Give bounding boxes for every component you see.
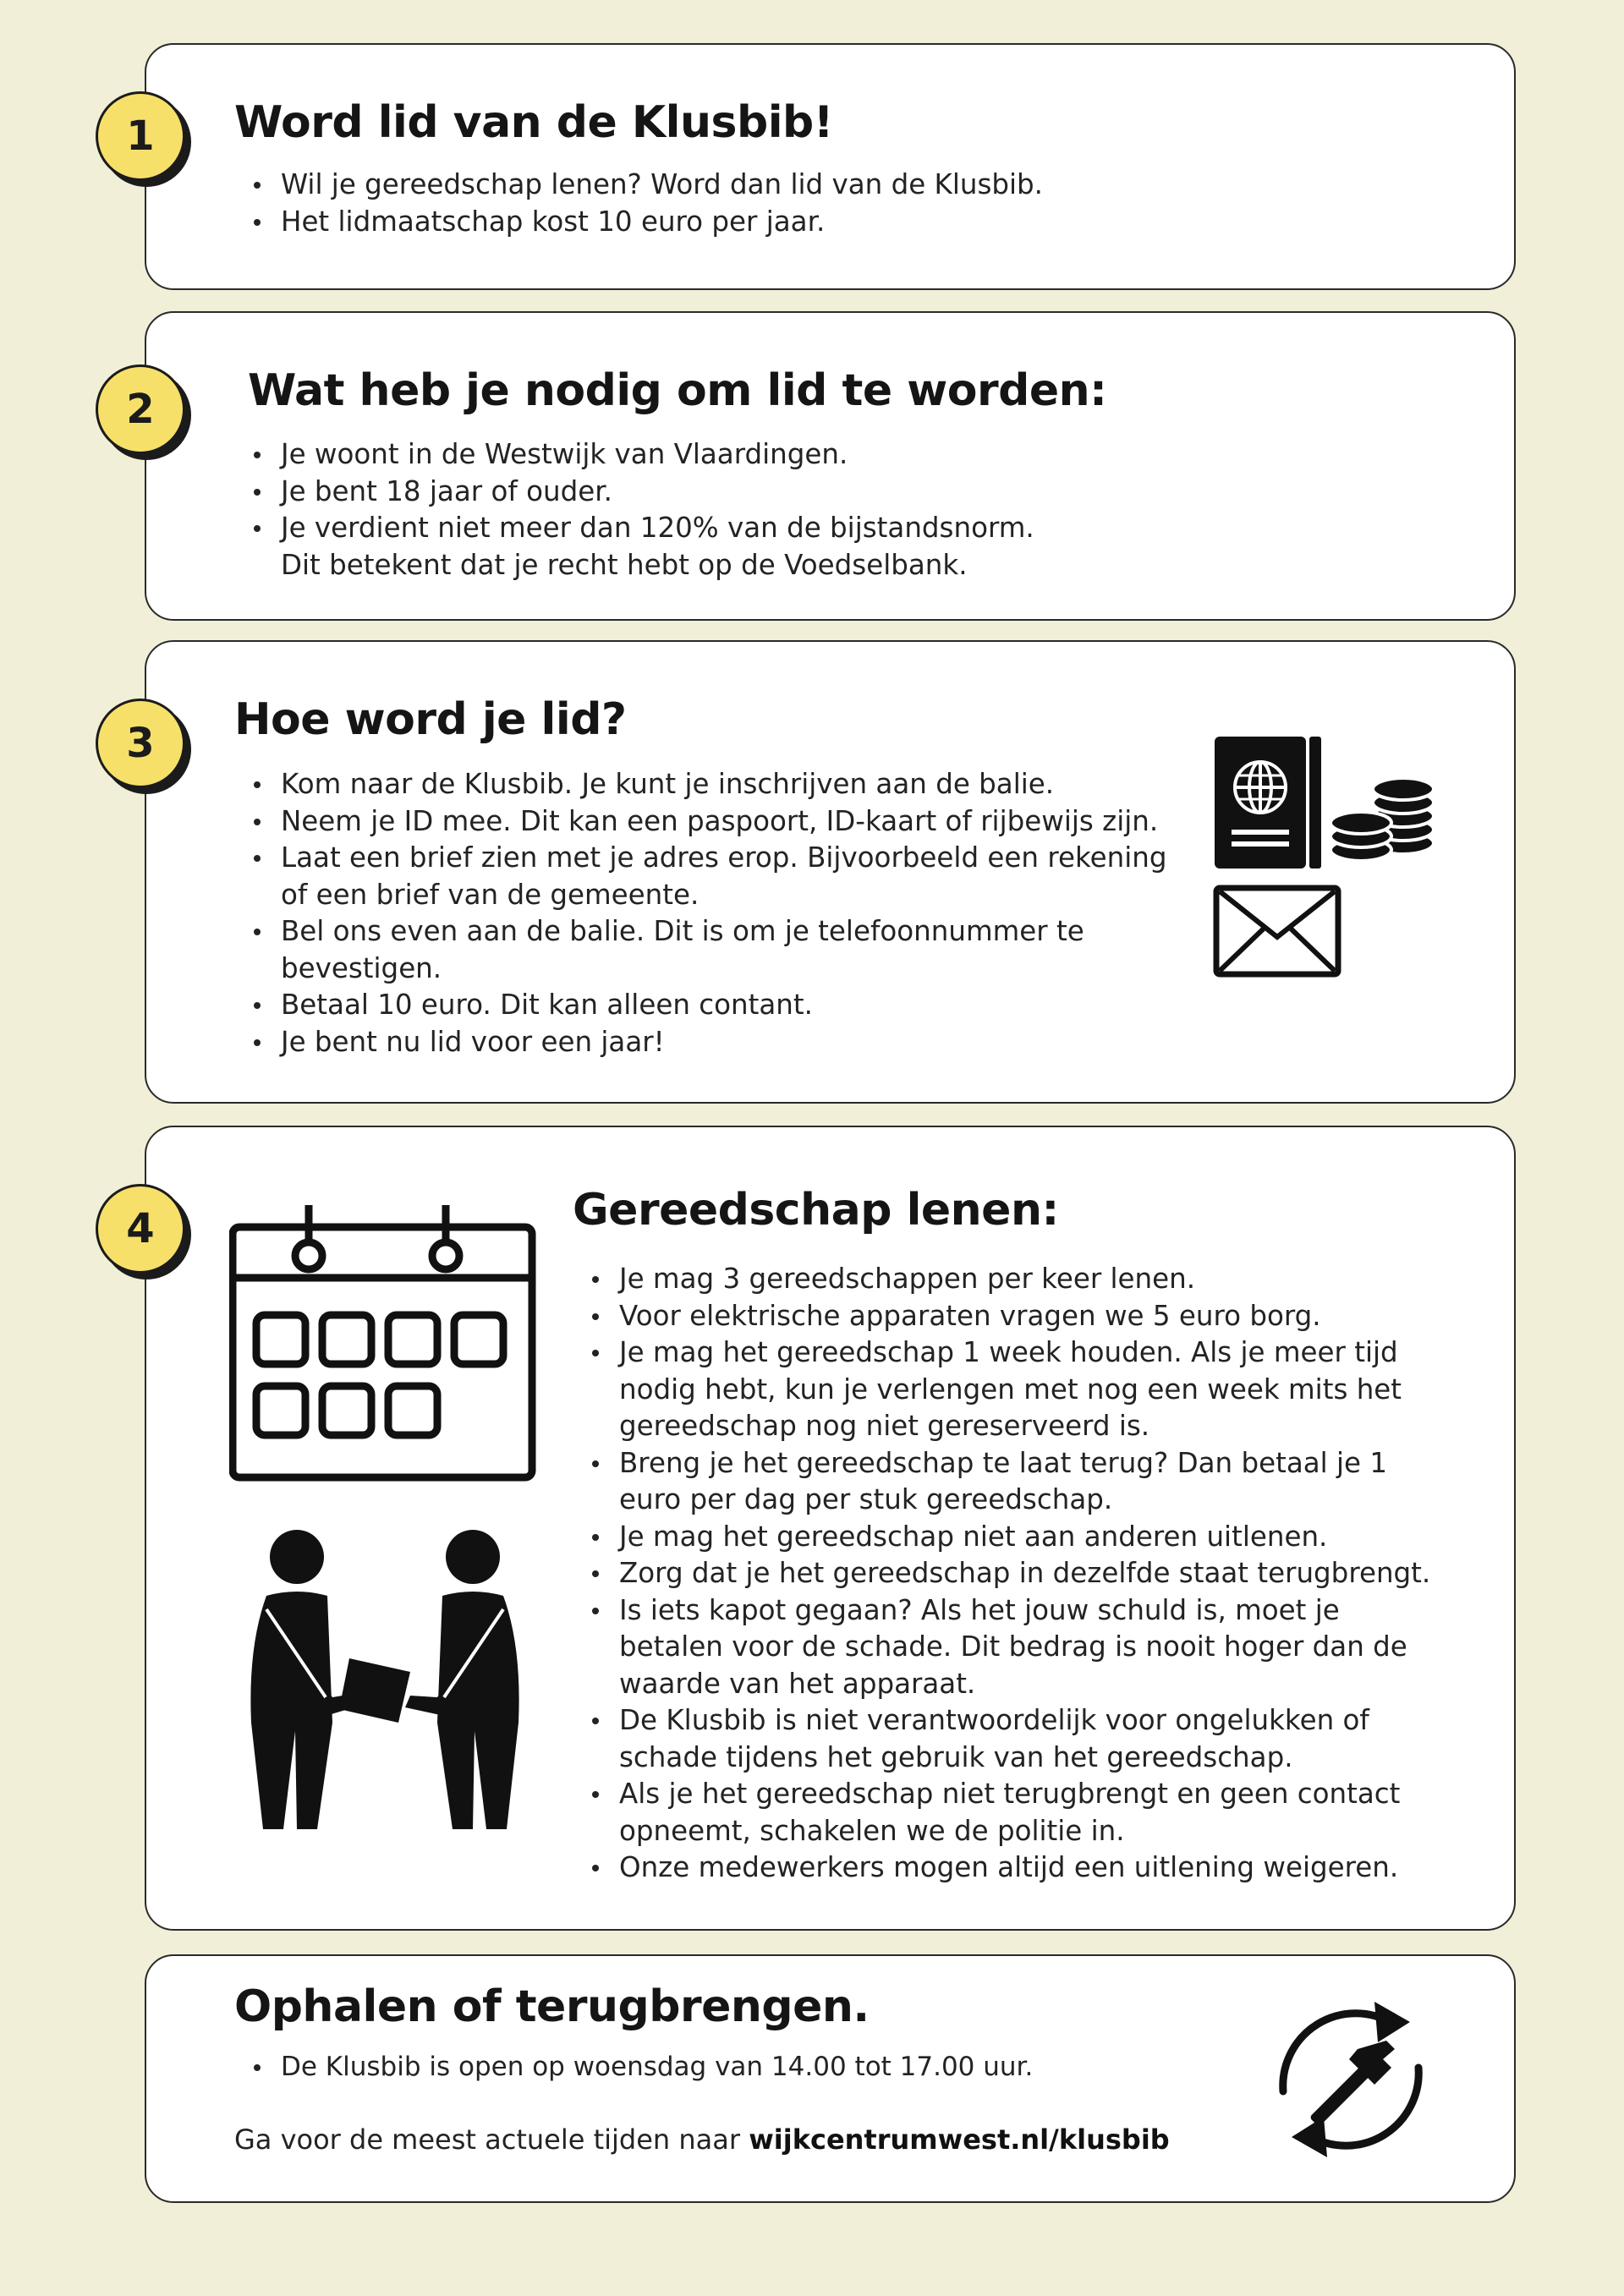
list-item: Neem je ID mee. Dit kan een paspoort, ID-kaart of rijbewijs zijn. bbox=[234, 803, 1167, 841]
list-item-continuation: betalen voor de schade. Dit bedrag is nooit hoger dan de bbox=[619, 1630, 1407, 1663]
list-item-continuation: opneemt, schakelen we de politie in. bbox=[619, 1814, 1125, 1847]
section-card-requirements bbox=[145, 311, 1516, 621]
passport-icon bbox=[1213, 735, 1323, 870]
list-item: Laat een brief zien met je adres erop. Bijvoorbeeld een rekening bbox=[234, 840, 1167, 877]
list-item: Bel ons even aan de balie. Dit is om je telefoonnummer te bbox=[234, 913, 1167, 951]
list-item: Je verdient niet meer dan 120% van de bijstandsnorm. bbox=[234, 510, 1034, 547]
list-item: Je mag 3 gereedschappen per keer lenen. bbox=[573, 1261, 1430, 1298]
list-item: Zorg dat je het gereedschap in dezelfde staat terugbrengt. bbox=[573, 1555, 1430, 1592]
list-item: Je woont in de Westwijk van Vlaardingen. bbox=[234, 436, 1034, 474]
bullet-list bbox=[234, 436, 1034, 584]
step-number-badge-2 bbox=[96, 364, 185, 454]
list-item: Kom naar de Klusbib. Je kunt je inschrijven aan de balie. bbox=[234, 766, 1167, 803]
list-item: De Klusbib is niet verantwoordelijk voor ongelukken of bbox=[573, 1702, 1430, 1740]
step-number-badge-3 bbox=[96, 699, 185, 788]
list-item-continuation: nodig hebt, kun je verlengen met nog een week mits het bbox=[619, 1373, 1402, 1406]
handover-people-icon bbox=[233, 1528, 539, 1836]
step-number: 2 bbox=[126, 386, 155, 433]
coins-icon bbox=[1329, 769, 1435, 867]
section-card-how-to-join bbox=[145, 640, 1516, 1104]
section-title: Hoe word je lid? bbox=[234, 694, 627, 745]
list-item: Je bent 18 jaar of ouder. bbox=[234, 474, 1034, 511]
section-card-pickup-return bbox=[145, 1954, 1516, 2203]
step-number-badge-4 bbox=[96, 1184, 185, 1274]
bullet-list bbox=[234, 167, 1043, 240]
list-item: Breng je het gereedschap te laat terug? Dan betaal je 1 bbox=[573, 1445, 1430, 1482]
website-link[interactable]: wijkcentrumwest.nl/klusbib bbox=[749, 2123, 1170, 2156]
list-item: De Klusbib is open op woensdag van 14.00 tot 17.00 uur. bbox=[234, 2049, 1033, 2086]
list-item: Voor elektrische apparaten vragen we 5 euro borg. bbox=[573, 1298, 1430, 1335]
step-number: 1 bbox=[126, 112, 155, 160]
bullet-list bbox=[234, 2049, 1033, 2086]
section-card-membership bbox=[145, 43, 1516, 290]
list-item: Je mag het gereedschap niet aan anderen uitlenen. bbox=[573, 1519, 1430, 1556]
list-item: Betaal 10 euro. Dit kan alleen contant. bbox=[234, 987, 1167, 1024]
list-item: Als je het gereedschap niet terugbrengt en geen contact bbox=[573, 1776, 1430, 1813]
list-item-continuation: of een brief van de gemeente. bbox=[281, 878, 700, 911]
list-item: Het lidmaatschap kost 10 euro per jaar. bbox=[234, 204, 1043, 241]
list-item-continuation: bevestigen. bbox=[281, 951, 442, 984]
list-item-continuation: schade tijdens het gebruik van het gereedschap. bbox=[619, 1740, 1293, 1773]
bullet-list bbox=[234, 766, 1167, 1060]
section-title: Gereedschap lenen: bbox=[573, 1185, 1059, 1236]
envelope-icon bbox=[1213, 885, 1341, 978]
list-item: Je mag het gereedschap 1 week houden. Als je meer tijd bbox=[573, 1334, 1430, 1372]
calendar-icon bbox=[229, 1205, 537, 1482]
list-item-continuation: waarde van het apparaat. bbox=[619, 1667, 976, 1700]
list-item-continuation: euro per dag per stuk gereedschap. bbox=[619, 1483, 1113, 1515]
hammer-cycle-icon bbox=[1266, 1990, 1435, 2169]
section-title: Word lid van de Klusbib! bbox=[234, 97, 833, 148]
step-number-badge-1 bbox=[96, 91, 185, 181]
list-item-continuation: Dit betekent dat je recht hebt op de Voedselbank. bbox=[281, 548, 968, 581]
bullet-list bbox=[573, 1261, 1430, 1887]
website-note bbox=[234, 2123, 1170, 2156]
section-title: Ophalen of terugbrengen. bbox=[234, 1981, 870, 2032]
list-item: Onze medewerkers mogen altijd een uitlening weigeren. bbox=[573, 1849, 1430, 1887]
website-note-prefix: Ga voor de meest actuele tijden naar bbox=[234, 2123, 749, 2156]
list-item-continuation: gereedschap nog niet gereserveerd is. bbox=[619, 1410, 1150, 1442]
step-number: 3 bbox=[126, 720, 155, 767]
list-item: Je bent nu lid voor een jaar! bbox=[234, 1024, 1167, 1061]
list-item: Is iets kapot gegaan? Als het jouw schuld is, moet je bbox=[573, 1592, 1430, 1630]
list-item: Wil je gereedschap lenen? Word dan lid van de Klusbib. bbox=[234, 167, 1043, 204]
section-card-borrowing bbox=[145, 1126, 1516, 1931]
step-number: 4 bbox=[126, 1205, 155, 1252]
section-title: Wat heb je nodig om lid te worden: bbox=[248, 365, 1107, 416]
